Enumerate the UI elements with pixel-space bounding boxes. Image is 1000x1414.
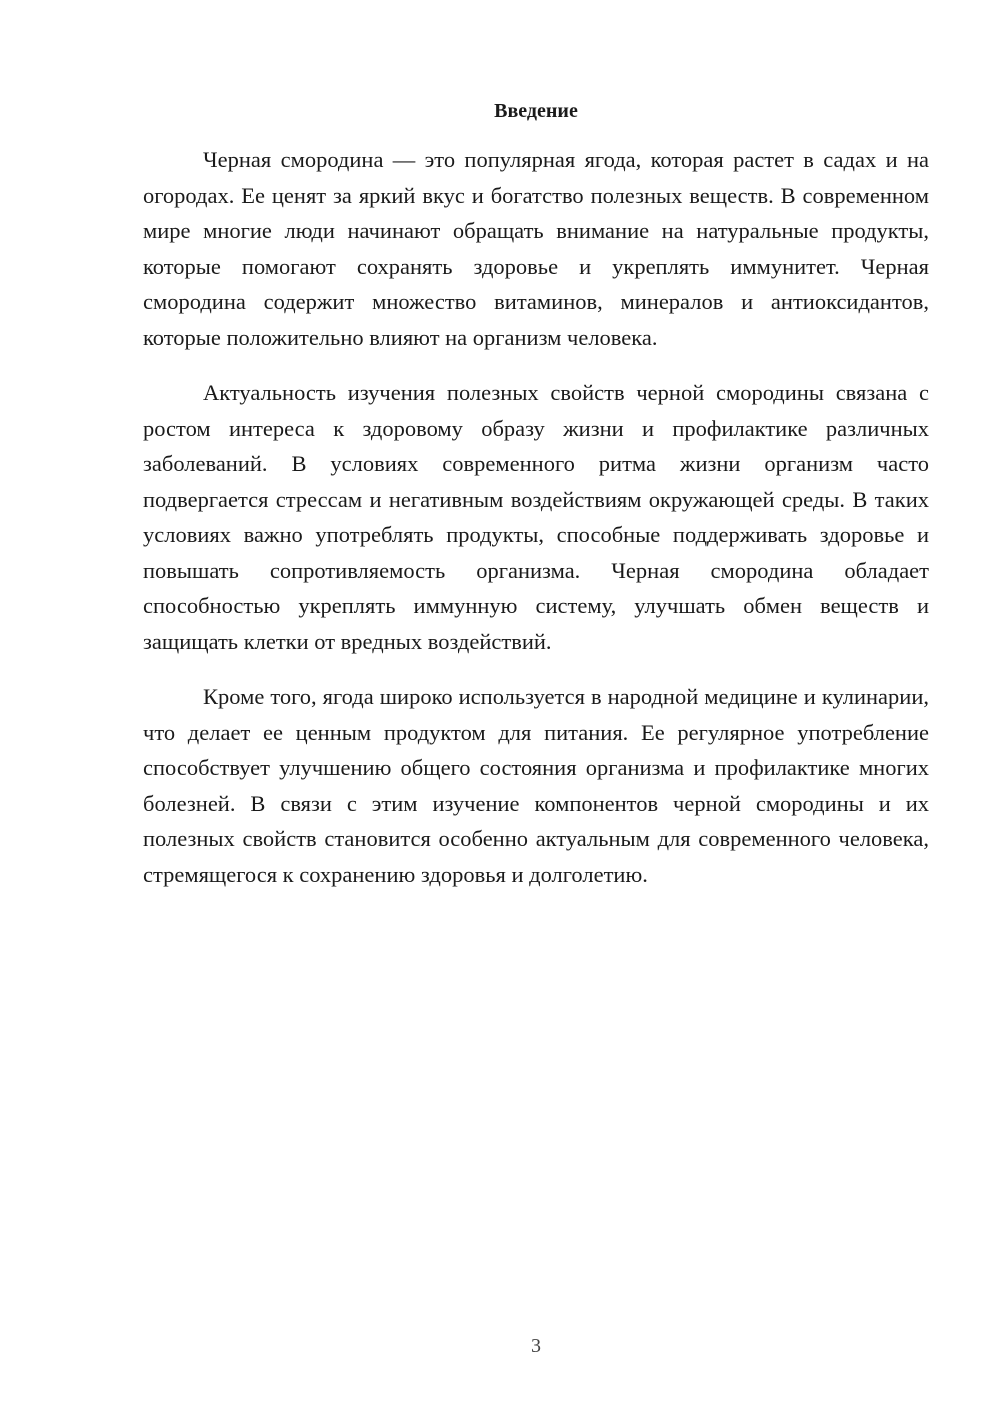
body-text: [143, 142, 929, 892]
page-number: 3: [531, 1335, 541, 1357]
paragraph: Черная смородина — это популярная ягода, которая растет в садах и на огородах. Ее ценят за яркий вкус и богатство полезных веществ. В современном мире многие люди начинают обращать внимание на натуральные продукты, которые помогают сохранять здоровье и укреплять иммунитет. Черная смородина содержит множество витаминов, минералов и антиоксидантов, которые положительно влияют на организм человека.: [143, 147, 929, 350]
section-heading: Введение: [494, 100, 578, 122]
paragraph: Кроме того, ягода широко используется в народной медицине и кулинарии, что делает ее ценным продуктом для питания. Ее регулярное употребление способствует улучшению общего состояния организма и профилактике многих болезней. В связи с этим изучение компонентов черной смородины и их полезных свойств становится особенно актуальным для современного человека, стремящегося к сохранению здоровья и долголетию.: [143, 684, 929, 887]
paragraph: Актуальность изучения полезных свойств черной смородины связана с ростом интереса к здоровому образу жизни и профилактике различных заболеваний. В условиях современного ритма жизни организм часто подвергается стрессам и негативным воздействиям окружающей среды. В таких условиях важно употреблять продукты, способные поддерживать здоровье и повышать сопротивляемость организма. Черная смородина обладает способностью укреплять иммунную систему, улучшать обмен веществ и защищать клетки от вредных воздействий.: [143, 380, 929, 654]
